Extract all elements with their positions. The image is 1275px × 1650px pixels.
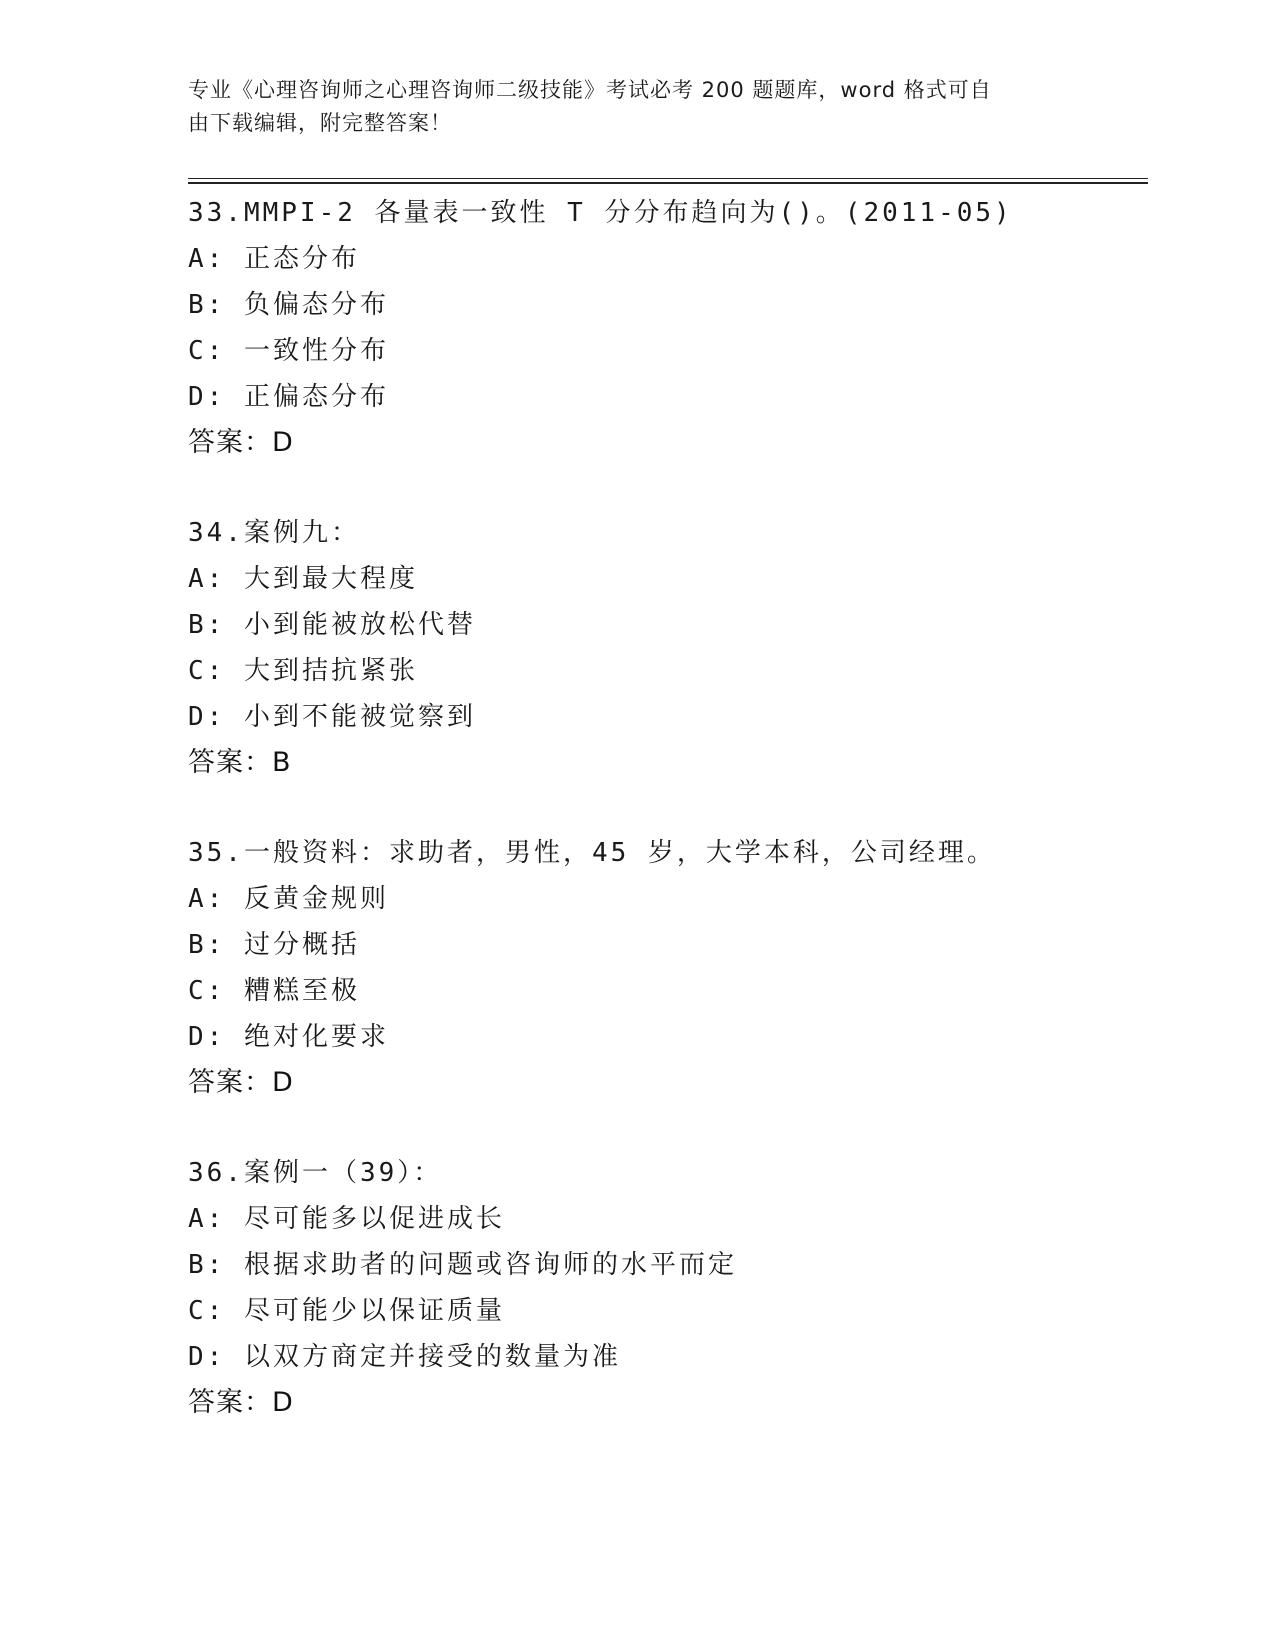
question-36	[188, 1150, 1148, 1426]
answer: 答案：D	[188, 1067, 294, 1098]
intro-line-1: 专业《心理咨询师之心理咨询师二级技能》考试必考 200 题题库，word 格式可自	[188, 78, 992, 102]
question-stem: 36.案例一（39）：	[188, 1158, 443, 1188]
option-d: D: 正偏态分布	[188, 382, 389, 412]
question-stem: 35.一般资料：求助者，男性，45 岁，大学本科，公司经理。	[188, 838, 996, 868]
answer: 答案：B	[188, 747, 292, 778]
question-35	[188, 830, 1148, 1106]
question-stem: 33.MMPI-2 各量表一致性 T 分分布趋向为()。(2011-05)	[188, 198, 1013, 228]
option-c: C: 一致性分布	[188, 336, 389, 366]
question-34	[188, 510, 1148, 786]
question-stem: 34.案例九：	[188, 518, 360, 548]
intro-line-2: 由下载编辑，附完整答案！	[188, 111, 452, 135]
question-33	[188, 190, 1148, 466]
option-b: B: 根据求助者的问题或咨询师的水平而定	[188, 1250, 737, 1280]
option-b: B: 小到能被放松代替	[188, 610, 476, 640]
answer: 答案：D	[188, 1387, 294, 1418]
option-d: D: 绝对化要求	[188, 1022, 389, 1052]
option-b: B: 过分概括	[188, 930, 360, 960]
option-c: C: 大到拮抗紧张	[188, 656, 418, 686]
option-a: A: 尽可能多以促进成长	[188, 1204, 505, 1234]
header-divider-thin	[188, 178, 1148, 179]
answer: 答案：D	[188, 427, 294, 458]
option-b: B: 负偏态分布	[188, 290, 389, 320]
option-a: A: 大到最大程度	[188, 564, 418, 594]
intro-text	[188, 74, 1068, 140]
option-c: C: 尽可能少以保证质量	[188, 1296, 505, 1326]
question-list	[188, 190, 1148, 1470]
option-d: D: 小到不能被觉察到	[188, 702, 476, 732]
option-c: C: 糟糕至极	[188, 976, 360, 1006]
option-a: A: 反黄金规则	[188, 884, 389, 914]
option-d: D: 以双方商定并接受的数量为准	[188, 1342, 621, 1372]
option-a: A: 正态分布	[188, 244, 360, 274]
header-divider-thick	[188, 182, 1148, 184]
